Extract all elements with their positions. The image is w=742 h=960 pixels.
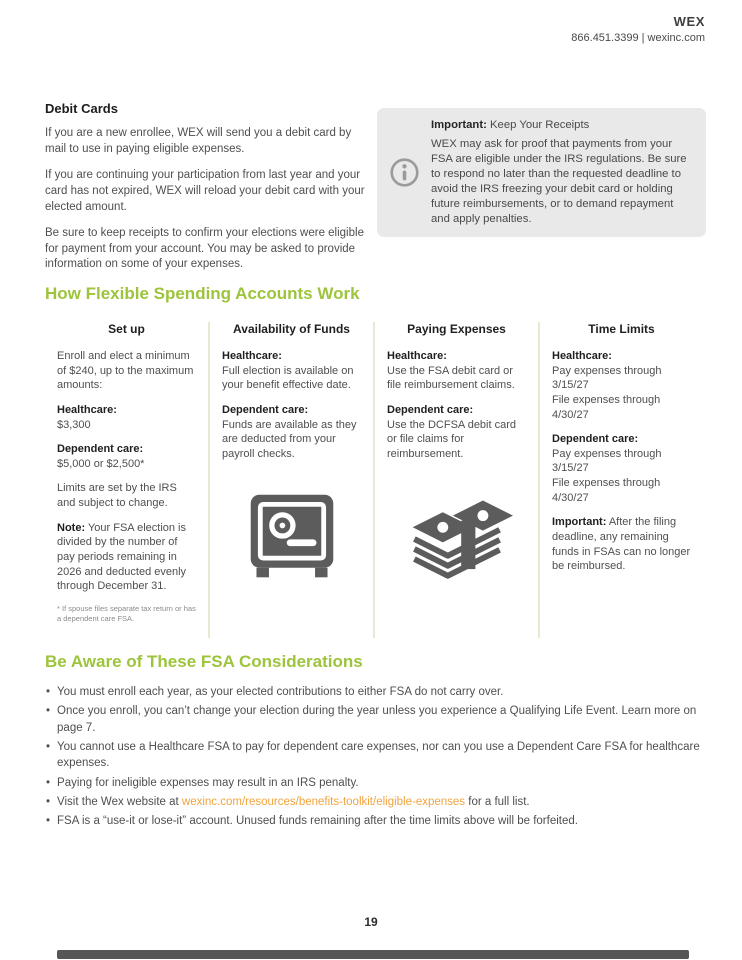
dependent-care-label: Dependent care: [387,403,474,416]
setup-intro: Enroll and elect a minimum of $240, up to the maximum amounts: [57,350,194,392]
dependent-care-label: Dependent care: [222,403,309,416]
considerations-list [46,684,706,833]
setup-dependent [57,442,196,471]
dependent-care-limit: $5,000 or $2,500* [57,457,145,470]
dependent-care-label: Dependent care: [552,433,639,446]
bullet-text: You must enroll each year, as your elected contributions to either FSA do not carry over. [57,686,504,698]
page-number: 19 [364,915,378,929]
considerations-title: Be Aware of These FSA Considerations [45,652,363,671]
important-label: Important: [431,119,487,131]
column-availability-header: Availability of Funds [233,322,350,336]
healthcare-label: Healthcare: [222,350,282,362]
bullet-text-with-link [57,794,530,810]
list-item [46,775,706,791]
safe-icon [222,487,361,587]
healthcare-label: Healthcare: [57,403,117,416]
bullet-text: FSA is a “use-it or lose-it” account. Unused funds remaining after the time limits above will be forfeited. [57,815,578,828]
paying-dependent [387,403,526,462]
paying-healthcare-text: Use the FSA debit card or file reimbursement claims. [387,364,515,392]
important-box-text [431,119,693,226]
contact-line: 866.451.3399 | wexinc.com [571,32,705,44]
link-suffix: for a full list. [465,795,530,808]
fsa-section-title: How Flexible Spending Accounts Work [45,284,360,303]
healthcare-label: Healthcare: [387,350,447,362]
list-item [46,684,706,700]
cash-stack-icon [387,487,526,591]
list-item [46,739,706,772]
fsa-columns [45,322,703,638]
bullet-marker: • [46,776,51,789]
time-important-text: After the filing deadline, any remaining funds in FSAs can no longer be reimbursed. [552,516,691,573]
healthcare-label: Healthcare: [552,350,612,362]
column-paying-expenses [373,322,538,638]
link-prefix: Visit the Wex website at [57,795,182,808]
time-dependent-pay: Pay expenses through 3/15/27 [552,447,662,475]
setup-footnote: * If spouse files separate tax return or has a dependent care FSA. [57,603,196,623]
setup-healthcare [57,403,196,432]
paying-dependent-text: Use the DCFSA debit card or file claims for reimbursement. [387,418,517,460]
bullet-marker: • [46,686,51,698]
healthcare-limit: $3,300 [57,418,91,431]
time-dependent [552,432,691,505]
time-dependent-file: File expenses through 4/30/27 [552,477,661,504]
setup-note [57,521,196,594]
note-label: Note: [57,521,86,534]
important-label: Important: [552,516,607,529]
important-box-body: WEX may ask for proof that payments from your FSA are eligible under the IRS regulations. Be sure to respond no later than the requested deadline to avoid the IRS freezing your debit card or holding future reimbursements, or to demand repayment and apply penalties. [431,138,687,225]
time-healthcare-pay: Pay expenses through 3/15/27 [552,364,662,392]
availability-dependent-text: Funds are available as they are deducted from your payroll checks. [222,418,357,460]
note-text: Your FSA election is divided by the number of pay periods remaining in 2026 and deducted evenly through December 31. [57,521,187,593]
column-availability [208,322,373,638]
page-header [571,14,705,44]
debit-cards-para-1: If you are a new enrollee, WEX will send you a debit card by mail to use in paying eligible expenses. [45,127,352,155]
time-healthcare [552,349,691,422]
time-healthcare-file: File expenses through 4/30/27 [552,393,661,421]
time-important-note [552,515,691,574]
debit-cards-title: Debit Cards [45,101,118,116]
debit-cards-section [45,101,367,284]
debit-cards-para-3: Be sure to keep receipts to confirm your elections were eligible for payment from your account. You may be asked to provide information on some of your expenses. [45,227,364,271]
availability-healthcare [222,349,361,393]
setup-limits-note: Limits are set by the IRS and subject to change. [57,482,177,509]
column-time-header: Time Limits [588,322,655,336]
column-paying-header: Paying Expenses [407,322,506,336]
list-item [46,794,706,810]
availability-healthcare-text: Full election is available on your benefit effective date. [222,364,354,392]
debit-cards-para-2: If you are continuing your participation from last year and your card has not expired, WEX will reload your debit card with your elected amount. [45,169,365,213]
bullet-marker: • [46,740,51,753]
info-icon [386,119,422,226]
brand-name: WEX [673,14,705,29]
list-item [46,813,706,829]
column-set-up-header: Set up [108,322,145,336]
column-time-limits [538,322,703,638]
column-set-up [45,322,208,638]
bullet-text: You cannot use a Healthcare FSA to pay for dependent care expenses, nor can you use a Dependent Care FSA for healthcare expenses. [57,740,700,770]
important-title-text: Keep Your Receipts [486,119,590,131]
bullet-marker: • [46,795,51,808]
paying-healthcare [387,349,526,393]
availability-dependent [222,403,361,462]
important-callout-box [377,108,706,237]
bullet-text: Paying for ineligible expenses may result in an IRS penalty. [57,776,359,789]
bullet-text: Once you enroll, you can’t change your election during the year unless you experience a Qualifying Life Event. Learn more on page 7. [57,705,697,734]
list-item [46,703,706,736]
bullet-marker: • [46,815,51,828]
important-box-title [431,119,693,131]
eligible-expenses-link[interactable]: wexinc.com/resources/benefits-toolkit/eligible-expenses [181,795,466,808]
dependent-care-label: Dependent care: [57,443,144,456]
bullet-marker: • [46,705,51,718]
next-page-edge [57,950,689,959]
